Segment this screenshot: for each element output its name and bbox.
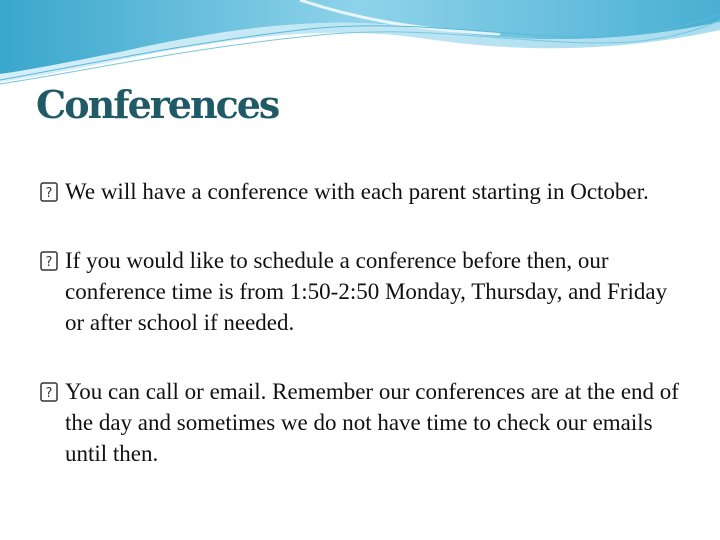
missing-glyph-icon	[40, 382, 58, 402]
bullet-item	[40, 176, 690, 207]
bullet-text: We will have a conference with each parent starting in October.	[65, 179, 649, 204]
bullet-item	[40, 245, 690, 338]
missing-glyph-icon	[40, 251, 58, 271]
svg-text:?: ?	[45, 186, 53, 201]
svg-text:?: ?	[45, 386, 53, 401]
bullet-text: You can call or email. Remember our conferences are at the end of the day and sometimes we do not have time to check our emails until then.	[65, 379, 679, 466]
bullet-text: If you would like to schedule a conference before then, our conference time is from 1:50-2:50 Monday, Thursday, and Friday or after school if needed.	[65, 248, 668, 335]
slide-title: Conferences	[36, 82, 279, 127]
missing-glyph-icon	[40, 182, 58, 202]
header-wave-decoration	[0, 0, 720, 90]
bullet-list	[40, 176, 690, 507]
bullet-item	[40, 376, 690, 469]
svg-text:?: ?	[45, 255, 53, 270]
